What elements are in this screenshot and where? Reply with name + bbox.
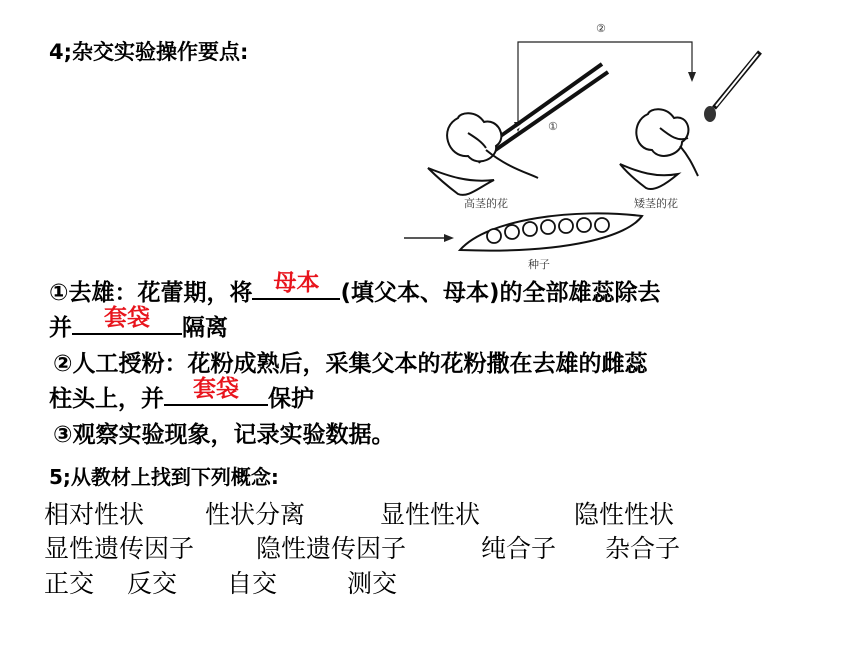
pea-pod-icon bbox=[460, 213, 642, 250]
step1-text-a: ①去雄：花蕾期，将 bbox=[49, 280, 253, 306]
concept-recessive-factor: 隐性遗传因子 bbox=[256, 534, 407, 563]
concept-reciprocal-cross: 正交 bbox=[44, 569, 95, 598]
concept-selfing: 自交 bbox=[227, 569, 278, 598]
label-seed: 种子 bbox=[528, 258, 550, 271]
concept-relative-trait: 相对性状 bbox=[44, 500, 145, 529]
arrow-head-down-right bbox=[688, 72, 696, 82]
step1-text-c: 并 bbox=[49, 315, 72, 341]
short-stem-flower-icon bbox=[620, 109, 698, 189]
step1-blank-2 bbox=[72, 305, 182, 335]
concept-trait-separation: 性状分离 bbox=[205, 500, 306, 529]
step1-text-d: 隔离 bbox=[182, 315, 228, 341]
section5-heading: 5;从教材上找到下列概念: bbox=[49, 465, 279, 489]
label-step-1: ① bbox=[548, 120, 558, 133]
step1-line2 bbox=[49, 305, 228, 342]
hybridization-illustration bbox=[398, 18, 786, 280]
label-short-flower: 矮茎的花 bbox=[634, 197, 678, 210]
step1-text-b: (填父本、母本)的全部雄蕊除去 bbox=[340, 280, 661, 306]
step1-answer-2: 套袋 bbox=[104, 305, 150, 331]
step2-text-b: 保护 bbox=[268, 386, 314, 412]
concept-reverse-cross: 反交 bbox=[127, 569, 178, 598]
step2-text-a: 柱头上，并 bbox=[49, 386, 164, 412]
step1-blank-1 bbox=[252, 270, 340, 300]
concept-test-cross: 测交 bbox=[347, 569, 398, 598]
label-step-2: ② bbox=[596, 22, 606, 35]
concept-dominant-factor: 显性遗传因子 bbox=[44, 534, 195, 563]
step2-line2 bbox=[49, 376, 314, 413]
concept-recessive-trait: 隐性性状 bbox=[574, 500, 675, 529]
step3-line: ③观察实验现象，记录实验数据。 bbox=[53, 422, 395, 448]
step2-blank bbox=[164, 376, 268, 406]
step1-answer-1: 母本 bbox=[273, 270, 320, 296]
illustration-svg bbox=[398, 18, 786, 280]
paintbrush-icon bbox=[704, 52, 760, 122]
concept-homozygote: 纯合子 bbox=[481, 534, 557, 563]
concept-heterozygote: 杂合子 bbox=[605, 534, 681, 563]
concept-dominant-trait: 显性性状 bbox=[380, 500, 481, 529]
pointer-arrow-head bbox=[444, 234, 454, 242]
step2-line1: ②人工授粉：花粉成熟后，采集父本的花粉撒在去雄的雌蕊 bbox=[53, 351, 648, 377]
section4-heading: 4;杂交实验操作要点: bbox=[49, 40, 249, 64]
step2-answer: 套袋 bbox=[193, 376, 239, 402]
label-tall-flower: 高茎的花 bbox=[464, 197, 508, 210]
